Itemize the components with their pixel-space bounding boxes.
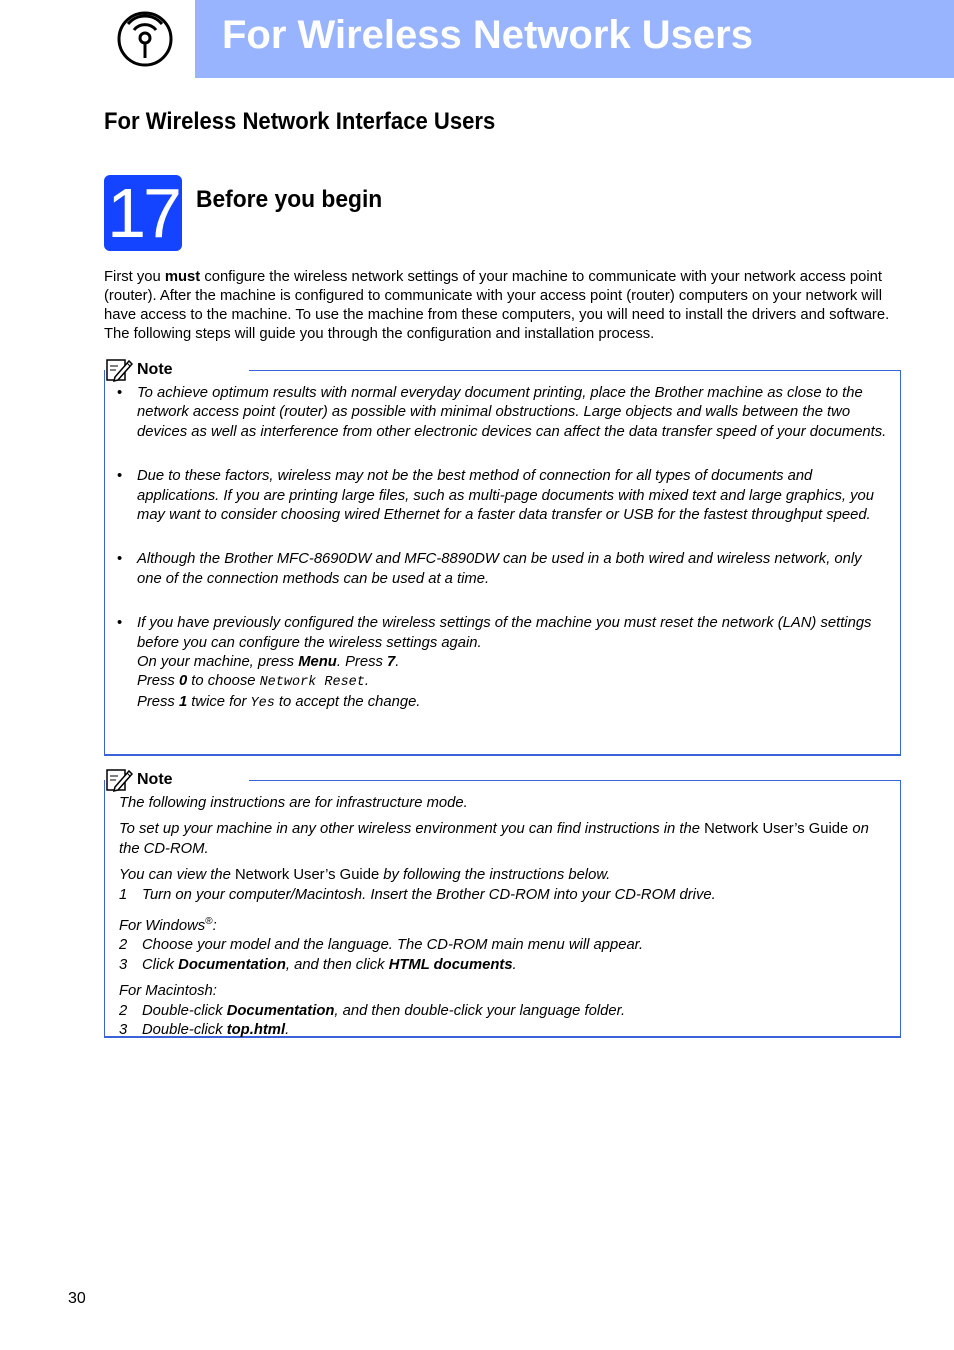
list-item: • If you have previously configured the wireless settings of the machine you must reset the network (LAN) settings before you can configure the wireless settings again. On your machine, press Menu. Press 7. Press 0 to choose Network Reset. Press 1 twice for Yes to accept the change. — [117, 615, 872, 711]
page-number: 30 — [68, 1290, 86, 1307]
note-paragraph: You can view the Network User’s Guide by following the instructions below. — [119, 867, 611, 884]
step-title: Before you begin — [196, 186, 383, 213]
note-header — [105, 766, 179, 794]
instruction-step: 3 Click Documentation, and then click HTML documents. — [119, 956, 517, 973]
note-bullet-list — [117, 384, 887, 713]
note-paragraph: The following instructions are for infrastructure mode. — [119, 795, 468, 811]
header-title: For Wireless Network Users — [222, 13, 753, 57]
instruction-step: 2 Double-click Documentation, and then double-click your language folder. — [119, 1002, 626, 1019]
pencil-note-icon — [105, 357, 133, 383]
os-heading-mac: For Macintosh: — [119, 983, 217, 1000]
note-content — [119, 794, 889, 1040]
os-heading-windows: For Windows®: — [119, 916, 217, 934]
list-item: • Although the Brother MFC-8690DW and MFC-8890DW can be used in a both wired and wireless network, only one of the connection methods can be used at a time. — [117, 551, 862, 587]
pencil-note-icon — [105, 767, 133, 793]
note-label: Note — [137, 361, 173, 378]
note-label: Note — [137, 771, 173, 788]
wireless-signal-icon — [100, 8, 190, 70]
instruction-step: 2 Choose your model and the language. The CD-ROM main menu will appear. — [119, 937, 644, 954]
note-paragraph: To set up your machine in any other wireless environment you can find instructions in the Network User’s Guide on the CD-ROM. — [119, 821, 869, 857]
note-box — [104, 771, 901, 1038]
instruction-step: 3 Double-click top.html. — [119, 1021, 290, 1038]
section-title: For Wireless Network Interface Users — [104, 108, 496, 135]
list-item: • Due to these factors, wireless may not be the best method of connection for all types of documents and applications. If you are printing large files, such as multi-page documents with mixed text and large graphics, you may want to consider choosing wired Ethernet for a faster data transfer or USB for the fastest throughput speed. — [117, 468, 874, 524]
note-box — [104, 361, 901, 756]
step-number-badge: 17 — [104, 175, 182, 251]
note-header — [105, 356, 179, 384]
instruction-step: 1 Turn on your computer/Macintosh. Insert the Brother CD-ROM into your CD-ROM drive. — [119, 886, 716, 903]
intro-paragraph: First you must configure the wireless network settings of your machine to communicate with your network access point (router). After the machine is configured to communicate with your access point (router) computers on your network will have access to the machine. To use the machine from these computers, you will need to install the drivers and software. The following steps will guide you through the configuration and installation process. — [104, 269, 890, 342]
list-item: • To achieve optimum results with normal everyday document printing, place the Brother machine as close to the network access point (router) as possible with minimal obstructions. Large objects and walls between the two devices as well as interference from other electronic devices can affect the data transfer speed of your documents. — [117, 385, 887, 440]
